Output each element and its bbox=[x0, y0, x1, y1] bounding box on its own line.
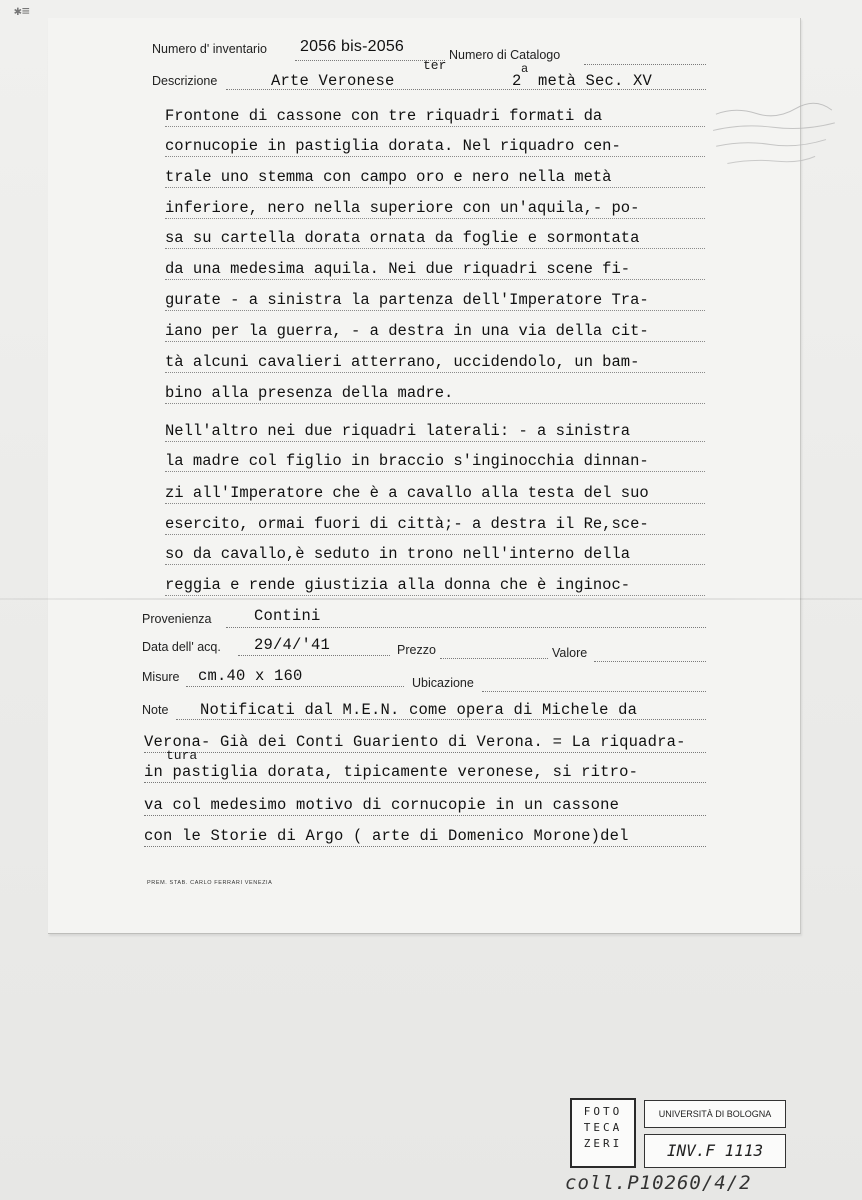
ruled-line bbox=[165, 126, 705, 127]
inventario-suffix: ter bbox=[423, 58, 447, 73]
fototeca-zeri-stamp bbox=[570, 1098, 636, 1168]
note-dotted-line bbox=[144, 782, 706, 783]
misure-value: cm.40 x 160 bbox=[198, 667, 303, 685]
data-acquisto-dotted-line bbox=[238, 655, 390, 656]
description-line: tà alcuni cavalieri atterrano, uccidendolo, un bam- bbox=[165, 353, 640, 371]
descrizione-label: Descrizione bbox=[152, 74, 218, 88]
valore-label: Valore bbox=[552, 646, 588, 660]
description-line: cornucopie in pastiglia dorata. Nel riquadro cen- bbox=[165, 137, 621, 155]
note-dotted-line bbox=[144, 752, 706, 753]
printer-credit: PREM. STAB. CARLO FERRARI VENEZIA bbox=[147, 880, 273, 886]
descrizione-period-number: 2 bbox=[512, 72, 522, 90]
catalogo-label: Numero di Catalogo bbox=[449, 48, 561, 62]
description-line: Nell'altro nei due riquadri laterali: - a sinistra bbox=[165, 422, 631, 440]
note-line: in pastiglia dorata, tipicamente veronese, si ritro- bbox=[144, 763, 639, 781]
description-line: bino alla presenza della madre. bbox=[165, 384, 454, 402]
prezzo-dotted-line bbox=[440, 658, 548, 659]
description-line: la madre col figlio in braccio s'inginocchia dinnan- bbox=[165, 452, 649, 470]
note-insert: tura bbox=[166, 748, 198, 763]
fototeca-line: TECA bbox=[583, 1121, 623, 1134]
catalogo-dotted-line bbox=[584, 64, 706, 65]
provenienza-dotted-line bbox=[226, 627, 706, 628]
ruled-line bbox=[165, 471, 705, 472]
description-line: iano per la guerra, - a destra in una via della cit- bbox=[165, 322, 649, 340]
ruled-line bbox=[165, 372, 705, 373]
descrizione-period: metà Sec. XV bbox=[538, 72, 653, 90]
ruled-line bbox=[165, 564, 705, 565]
misure-dotted-line bbox=[186, 686, 404, 687]
description-line: esercito, ormai fuori di città;- a destra il Re,sce- bbox=[165, 515, 649, 533]
description-line: inferiore, nero nella superiore con un'aquila,- po- bbox=[165, 199, 640, 217]
ruled-line bbox=[165, 441, 705, 442]
ruled-line bbox=[165, 503, 705, 504]
ruled-line bbox=[165, 341, 705, 342]
ubicazione-label: Ubicazione bbox=[412, 676, 474, 690]
ruled-line bbox=[165, 310, 705, 311]
ruled-line bbox=[165, 218, 705, 219]
corner-pencil-mark: ✱≡ bbox=[14, 4, 30, 19]
misure-label: Misure bbox=[142, 670, 180, 684]
ruled-line bbox=[165, 156, 705, 157]
ruled-line bbox=[165, 279, 705, 280]
note-dotted-line bbox=[176, 719, 706, 720]
university-stamp: UNIVERSITÀ DI BOLOGNA bbox=[644, 1100, 786, 1128]
note-line: va col medesimo motivo di cornucopie in un cassone bbox=[144, 796, 620, 814]
data-acquisto-value: 29/4/'41 bbox=[254, 636, 331, 654]
description-line: da una medesima aquila. Nei due riquadri scene fi- bbox=[165, 260, 631, 278]
note-dotted-line bbox=[144, 815, 706, 816]
inventory-stamp: INV.F 1113 bbox=[644, 1134, 786, 1168]
data-acquisto-label: Data dell' acq. bbox=[142, 640, 221, 654]
inventario-label: Numero d' inventario bbox=[152, 42, 267, 56]
description-line: zi all'Imperatore che è a cavallo alla testa del suo bbox=[165, 484, 649, 502]
ubicazione-dotted-line bbox=[482, 691, 706, 692]
description-line: so da cavallo,è seduto in trono nell'interno della bbox=[165, 545, 631, 563]
description-line: trale uno stemma con campo oro e nero nella metà bbox=[165, 168, 612, 186]
description-line: sa su cartella dorata ornata da foglie e sormontata bbox=[165, 229, 640, 247]
inventario-value: 2056 bis-2056 bbox=[300, 38, 405, 55]
note-dotted-line bbox=[144, 846, 706, 847]
paper-fold bbox=[0, 598, 862, 600]
prezzo-label: Prezzo bbox=[397, 643, 436, 657]
ruled-line bbox=[165, 403, 705, 404]
description-line: gurate - a sinistra la partenza dell'Imperatore Tra- bbox=[165, 291, 649, 309]
descrizione-school: Arte Veronese bbox=[271, 72, 395, 90]
description-line: Frontone di cassone con tre riquadri formati da bbox=[165, 107, 603, 125]
note-label: Note bbox=[142, 703, 169, 717]
collocation-handwriting: coll.P10260/4/2 bbox=[565, 1172, 752, 1194]
note-line: Verona- Già dei Conti Guariento di Verona. = La riquadra- bbox=[144, 733, 686, 751]
provenienza-label: Provenienza bbox=[142, 612, 212, 626]
pencil-annotation bbox=[709, 96, 845, 189]
ruled-line bbox=[165, 534, 705, 535]
ruled-line bbox=[165, 595, 705, 596]
ruled-line bbox=[165, 187, 705, 188]
note-line: con le Storie di Argo ( arte di Domenico Morone)del bbox=[144, 827, 629, 845]
note-line: Notificati dal M.E.N. come opera di Michele da bbox=[200, 701, 638, 719]
descrizione-period-superscript: a bbox=[521, 62, 529, 76]
fototeca-line: ZERI bbox=[583, 1137, 623, 1150]
fototeca-line: FOTO bbox=[583, 1105, 623, 1118]
faint-pencil-scribble-icon bbox=[709, 96, 845, 189]
description-line: reggia e rende giustizia alla donna che è inginoc- bbox=[165, 576, 631, 594]
ruled-line bbox=[165, 248, 705, 249]
valore-dotted-line bbox=[594, 661, 706, 662]
provenienza-value: Contini bbox=[254, 607, 321, 625]
